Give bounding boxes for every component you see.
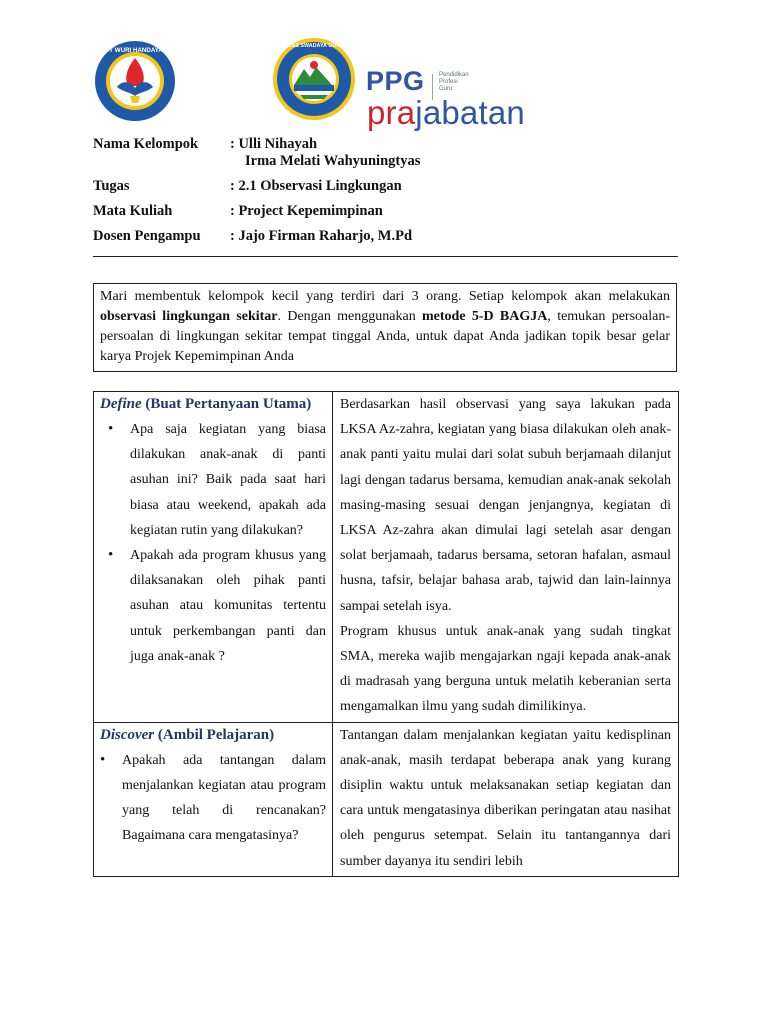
info-value: : 2.1 Observasi Lingkungan xyxy=(230,178,402,194)
table-row-discover xyxy=(94,722,679,876)
info-label: Tugas xyxy=(93,178,130,194)
divider xyxy=(93,256,678,257)
list-item: • Apakah ada program khusus yang dilaksanakan oleh pihak panti asuhan atau komunitas tertentu untuk perkembangan panti dan juga anak-anak ? xyxy=(100,543,326,669)
list-item: • Apa saja kegiatan yang biasa dilakukan anak-anak di panti asuhan ini? Baik pada saat hari biasa atau weekend, apakah ada kegiatan rutin yang dilakukan? xyxy=(100,417,326,543)
phase-title-discover xyxy=(100,723,326,748)
bagja-table xyxy=(93,391,679,877)
info-label: Dosen Pengampu xyxy=(93,228,201,244)
phase-rest: (Ambil Pelajaran) xyxy=(154,726,275,743)
info-label: Nama Kelompok xyxy=(93,136,199,152)
define-question-cell xyxy=(94,392,333,723)
phase-title-define xyxy=(100,392,326,417)
ppg-small-text xyxy=(439,72,499,93)
instruction-text: . Dengan menggunakan xyxy=(277,309,423,324)
logo-uni-text: UNIVERSITAS SWADAYA GUNUNG JATI xyxy=(263,43,365,49)
phase-rest: (Buat Pertanyaan Utama) xyxy=(141,396,312,412)
ppg-small-line: Guru xyxy=(439,86,453,92)
info-label: Mata Kuliah xyxy=(93,203,173,219)
discover-answer-cell xyxy=(333,722,679,876)
info-value-second: Irma Melati Wahyuningtyas xyxy=(245,153,421,169)
instruction-box xyxy=(93,283,677,372)
wordmark-jabatan: jabatan xyxy=(415,94,525,131)
prajabatan-wordmark xyxy=(367,94,525,132)
wordmark-pra: pra xyxy=(367,94,416,131)
info-value: : Ulli Nihayah xyxy=(230,136,318,152)
answer-paragraph: Tantangan dalam menjalankan kegiatan yaitu kedisplinan anak-anak, masih terdapat beberapa anak yang kurang disiplin waktu untuk melaksanakan setiap kegiatan dan cara untuk mengatasinya diberikan peringatan atau nasihat oleh pengurus setempat. Selain itu tantangannya dari sumber dayanya itu sendiri lebih xyxy=(340,727,671,869)
phase-italic: Define xyxy=(100,396,142,412)
instruction-bold: metode 5-D BAGJA xyxy=(422,309,548,324)
info-value: : Jajo Firman Raharjo, M.Pd xyxy=(230,228,413,244)
instruction-text: , temukan persoalan-persoalan di lingkungan sekitar tempat tinggal Anda, untuk dapat Anda jadikan topik besar gelar karya Projek Kepemimpinan Anda xyxy=(100,309,671,364)
discover-question-list xyxy=(100,748,326,849)
define-answer-cell xyxy=(333,392,679,723)
logo-left-text: TUT WURI HANDAYANI xyxy=(101,47,169,54)
phase-italic: Discover xyxy=(100,726,155,743)
answer-paragraph: Program khusus untuk anak-anak yang sudah tingkat SMA, mereka wajib mengajarkan ngaji kepada anak-anak di madrasah yang berguna untuk melatih keberanian serta mengamalkan ilmu yang sudah dimilikinya. xyxy=(340,623,671,715)
discover-question-cell xyxy=(94,722,333,876)
instruction-text: Mari membentuk kelompok kecil yang terdiri dari 3 orang. Setiap kelompok akan melakukan xyxy=(100,289,670,304)
define-question-list xyxy=(100,417,326,669)
university-logo xyxy=(263,37,365,121)
table-row-define xyxy=(94,392,679,723)
ppg-small-line: Pendidikan xyxy=(439,72,469,78)
instruction-bold: observasi lingkungan sekitar xyxy=(100,309,278,324)
list-item: • Apakah ada tantangan dalam menjalankan kegiatan atau program yang telah di rencanakan? Bagaimana cara mengatasinya? xyxy=(100,748,326,849)
ppg-main-text: PPG xyxy=(366,66,425,96)
info-value: : Project Kepemimpinan xyxy=(230,203,383,219)
ppg-small-line: Profesi xyxy=(439,79,458,85)
answer-paragraph: Berdasarkan hasil observasi yang saya lakukan pada LKSA Az-zahra, kegiatan yang biasa dilakukan oleh anak-anak panti yaitu mulai dari solat subuh berjamaah dilanjut lagi dengan tadarus bersama, kemudian anak-anak sekolah masing-masing sesuai dengan jenjangnya, kegiatan di LKSA Az-zahra akan dimulai lagi setelah asar dengan solat berjamaah, tadarus bersama, setoran hafalan, asmaul husna, tafsir, belajar bahasa arab, tajwid dan lain-lainnya sampai setelah isya. xyxy=(340,397,671,614)
tut-wuri-handayani-logo xyxy=(94,40,176,122)
ppg-prajabatan-logo xyxy=(366,58,536,138)
